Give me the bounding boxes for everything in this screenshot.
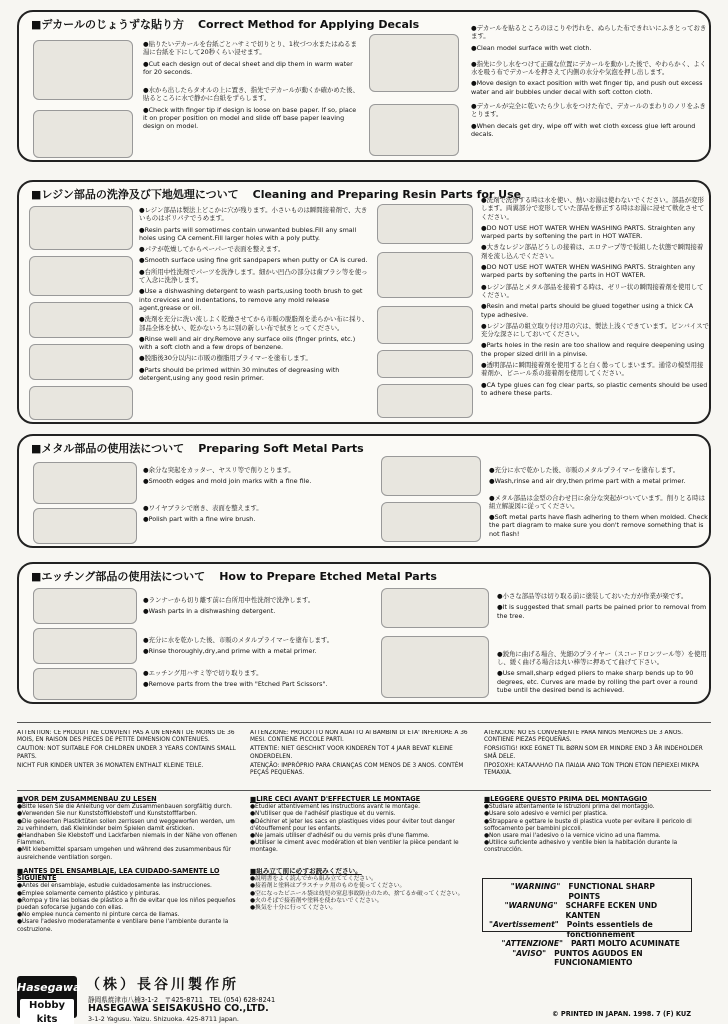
pinvise-drill-illustration [377,350,473,378]
warnings-col-1: ATTENTION: CE PRODUIT NE CONVIENT PAS A UN ENFANT DE MOINS DE 36 MOIS, EN RAISON DES PIECES DE PETITE DIMENSION CONTENUES. CAUTION: NOT SUITABLE FOR CHILDREN UNDER 3 YEARS CONTAINS SMALL PARTS. NICHT FUR KINDER UNTER 36 MONATEN ENTHALT KLEINE TEILE. [17,730,236,769]
section-resin [17,180,711,424]
etched-prime-illustration [33,628,137,664]
airbrush-primer-illustration [29,386,133,420]
readfirst-de: ■VOR DEM ZUSAMMENBAU ZU LESEN ●Bitte lesen Sie die Anleitung vor dem Zusammenbauen sorgfältig durch. ●Verwenden Sie nur Kunststoffklebstoff und Kunststofffarben. ●Die geleerten Plastiktüten sollen zerrissen und weggeworfen werden, um zu verhindern, daß Kleinkinder beim Spielen damit ersticken. ●Handhaben Sie Klebstoff und Lackfarben niemals in der Nähe von offenen Flammen. ●Mit klebemittel sparsam umgehen und während des zusammenbaus für ausreichende ventilation sorgen. [17,796,237,861]
divider [17,722,711,723]
metal-airbrush-illustration [381,456,481,496]
hasegawa-logo: Hasegawa Hobby kits [17,976,77,1018]
decal-cut-illustration [33,40,133,100]
company-address-jp: 静岡県焼津市八楠3-1-2 〒425-8711 TEL (054) 628-8241 [88,996,276,1004]
readfirst-it: ■LEGGERE QUESTO PRIMA DEL MONTAGGIO ●Studiare attentamente le istruzioni prima del montaggio. ●Usare solo adesivo e vernici per plastica. ●Strappare e gettare le buste di plastica vuote per evitare il pericolo di soffocamento per bambini piccoli. ●Non usare mai l'adesivo o la vernice vicino ad una fiamma. ●Utilice suficiente adhesivo y ventile bien la habitación durante la construcción. [484,796,692,854]
sandpaper-illustration [29,256,133,296]
company-address-en: 3-1-2 Yagusu. Yaizu. Shizuoka. 425-8711 Japan. [88,1015,239,1023]
file-metal-illustration [33,462,137,504]
warnings-col-2: ATTENZIONE: PRODOTTO NON ADATTO AI BAMBINI DI ETA' INFERIORE A 36 MESI. CONTIENE PICCOLE PARTI. ATTENTIE: NIET GESCHIKT VOOR KINDEREN TOT 4 JAAR BEVAT KLEINE ONDERDELEN. ATENÇÃO: IMPRÓPRIO PARA CRIANÇAS COM MENOS DE 3 ANOS. CONTÉM PEÇAS PEQUENAS. [250,730,468,777]
car-model-illustration [369,34,459,92]
metal-left-text: ●余分な突起をカッター、ヤスリ等で削りとります。 ●Smooth edges and mold join marks with a fine file. ●ワイヤブラシで磨き、表面を整えます。 ●Polish part with a fine wire brush. [143,466,312,523]
no-hot-water-illustration [377,204,473,244]
section-title: ■メタル部品の使用法について Preparing Soft Metal Parts [31,442,364,455]
sharp-row: "AVISO" PUNTOS AGUDOS EN FUNCIONAMIENTO [512,948,643,967]
readfirst-fr: ■LIRE CECI AVANT D'EFFECTUER LE MONTAGE ●Etudier attentivement les instructions avant le montage. ●N'utiliser que de l'adhésif plastique et du vernis. ●Déchirer et jeter les sacs en plastiques vides pour éviter tout danger d'étouffement pour les enfants. ●Ne jamais utiliser d'adhésif ou du vernis près d'une flamme. ●Utiliser le ciment avec modération et bien ventiler la pièce pendant le montage. [250,796,459,854]
section-metal [17,434,711,548]
decals-right-text: ●デカールを貼るところのほこりや汚れを、ぬらした布できれいにふきとっておきます。 ●Clean model surface with wet cloth. ●指先に少し水をつけて正確な位置にデカールを動かした後で、やわらかく、よく水を吸う布でデカールを押さえて内側の水分や気泡を押し出します。 ●Move design to exact position with wet finger tip, and push out excess water and air bubbles under decal with soft cotton cloth. ●デカールが完全に乾いたら少し水をつけた布で、デカールのまわりのノリをふきとります。 ●When decals get dry, wipe off with wet cloth excess glue left around decals. [471,24,707,138]
cloth-wipe-illustration [29,344,133,380]
wire-brush-illustration [33,508,137,544]
printed-in-japan: © PRINTED IN JAPAN. 1998. 7 (F) KUZ [552,1010,692,1018]
etched-fret-illustration [381,588,489,628]
metal-resin-glue-illustration [377,306,473,344]
decal-slide-illustration [33,110,133,158]
sharp-row: "ATTENZIONE" PARTI MOLTO ACUMINATE [501,939,680,948]
etched-left-text: ●ランナーから切り離す前に台所用中性洗剤で洗浄します。 ●Wash parts in a dishwashing detergent. ●充分に水を乾かした後、市販のメタルプライマーを塗布します。 ●Rinse thoroughly,dry,and prime with a metal primer. ●エッチング用ハサミ等で切り取ります。 ●Remove parts from the tree with "Etched Part Scissors". [143,596,334,689]
divider [17,790,711,791]
car-wipe-illustration [369,104,459,156]
section-title: ■デカールのじょうずな貼り方 Correct Method for Applying Decals [31,18,420,31]
readfirst-jp: ■組み立て前に必ずお読みください。 ●説明書をよく読んでから組み立ててください。 ●接着剤と塗料はプラスチック用のものを使ってください。 ●空になったビニール袋は幼児の窒息事故防止のため、捨てるか破ってください。 ●火のそばで接着剤や塗料を使わないでください。 ●換気を十分に行ってください。 [250,868,464,912]
taped-assembly-illustration [377,252,473,298]
sharp-row: "WARNING" FUNCTIONAL SHARP POINTS [510,882,655,901]
section-title: ■エッチング部品の使用法について How to Prepare Etched Metal Parts [31,570,437,583]
section-etched [17,562,711,704]
decals-left-text: ●貼りたいデカールを台紙ごとハサミで切りとり、1枚づつ水またはぬるま湯に台紙を下にして20秒くらい浸せます。 ●Cut each design out of decal sheet and dip them in warm water for 20 seconds. ●水から出したらタオルの上に置き、指先でデカールが動くか確かめた後、貼るところに水で静かに台紙をずらします。 ●Check with finger tip if design is loose on base paper. If so, place it on proper position on model and slide off base paper leaving design on model. [143,40,359,131]
metal-right-text: ●充分に水で乾かした後、市販のメタルプライマーを塗布します。 ●Wash,rinse and air dry,then prime part with a metal primer. ●メタル部品は金型の合わせ目に余分な突起がついています。削りとる時は組立解説図に従ってください。 ●Soft metal parts have flash adhering to them when molded. Check the part diagram to make sure you don't remove something that is not flash! [489,466,708,538]
sharp-points-warning-box [482,878,692,967]
metal-flash-illustration [381,502,481,542]
etched-scissors-illustration [33,668,137,700]
etched-right-text: ●小さな部品等は切り取る前に塗装しておいた方が作業が楽です。 ●It is suggested that small parts be pained prior to removal from the tree. ●鋭角に曲げる場合、先細のプライヤー（スコードロンツール等）を使用し、緩く曲げる場合は丸い棒等に押あてて曲げて下さい。 ●Use small,sharp edged pliers to make sharp bends up to 90 degrees, etc. Curves are made by rolling the part over a round tube until the desired bend is achieved. [497,592,707,695]
company-name-jp: （株）長谷川製作所 [86,977,239,993]
resin-left-text: ●レジン部品は製法上どこかに穴が残ります。小さいものは瞬間接着剤で、大きいものはポリパテでうめます。 ●Resin parts will sometimes contain unwanted bubles.Fill any small holes using CA cement.Fill larger holes with a poly putty. ●パテが乾燥してからペーパーで表面を整えます。 ●Smooth surface using fine grit sandpapers when putty or CA is cured. ●台所用中性洗剤でパーツを洗浄します。細かい凹凸の部分は歯ブラシ等を使って入念に洗浄します。 ●Use a dishwashing detergent to wash parts,using tooth brush to get into crevices and indentations, to remove any mold release agent,grease or oil. ●洗剤を充分に洗い流しよく乾燥させてから市販の脱脂剤を柔らかい布に採り、部品全体を拭い、乾かないうちに別の新しい布で拭きとってください。 ●Rinse well and air dry.Remove any surface oils (finger prints, etc.) with a soft cloth and a few drops of benzene. ●脱脂後30分以内に市販の樹脂用プライマーを塗布します。 ●Parts should be primed within 30 minutes of degreasing with detergent,using any good resin primer. [139,206,369,383]
warnings-col-3: ATENCION: NO ES CONVENIENTE PARA NIÑOS MENORES DE 3 AÑOS. CONTIENE PIEZAS PEQUEÑAS. FORSIGTIG! IKKE EGNET TIL BØRN SOM ER MINDRE END 3 ÅR INDEHOLDER SMÅ DELE. ΠΡΟΣΟΧΗ: ΚΑΤΑΛΛΗΛΟ ΓΙΑ ΠΑΙΔΙΑ ΑΝΩ ΤΩΝ ΤΡΙΩΝ ΕΤΩΝ ΠΕΡΙΕΧΕΙ ΜΙΚΡΑ ΤΕΜΑΧΙΑ. [484,730,703,777]
resin-right-text: ●洗剤で洗浄する時は水を使い、熱いお湯は使わないでください。部品が変形します。両翼部分で変形していた部品を修正する時はお湯に浸せて軟化させてください。 ●DO NOT USE HOT WATER WHEN WASHING PARTS. Straighten any warped parts by softening the part in HOT WATER. ●大きなレジン部品どうしの接着は、エロテープ等で仮組した状態で瞬間接着剤を流し込んでください。 ●DO NOT USE HOT WATER WHEN WASHING PARTS. Straighten any warped parts by softening the parts in HOT WATER. ●レジン部品とメタル部品を接着する時は、ゼリー状の瞬間接着剤を使用してください。 ●Resin and metal parts should be glued together using a thick CA type adhesive. ●レジン部品の組立取り付け用の穴は、製法上浅くできています。ピンバイスで充分な深さにしておいてください。 ●Parts holes in the resin are too shallow and require deepening using the proper sized drill in a pinvise. ●透明部品に瞬間接着剤を使用すると白く曇ってしまいます。通常の模型用接着剤か、ビニール系の接着剤を使用してください。 ●CA type glues can fog clear parts, so plastic cements should be used to adhere these parts. [481,196,709,397]
readfirst-es: ■ANTES DEL ENSAMBLAJE, LEA CUIDADO-SAMENTE LO SIGUIENTE ●Antes del ensamblaje, estudie cuidadosamente las instrucciones. ●Emplee solamente cemento plástico y pinturas. ●Rompa y tire las bolsas de plástico a fin de evitar que los niños pequeños puedan sofocarse jugando con ellas. ●No emplee nunca cemento ni pinture cerca de llamas. ●Usare l'adesivo moderatamente e ventilare bene l'ambiente durante la costruzione. [17,868,236,933]
resin-bubbles-illustration [29,206,133,250]
section-title: ■レジン部品の洗浄及び下地処理について Cleaning and Preparing Resin Parts for Use [31,188,522,201]
section-decals [17,10,711,162]
company-name-en: HASEGAWA SEISAKUSHO CO.,LTD. [88,1003,269,1014]
clear-parts-illustration [377,384,473,418]
etched-bend-illustration [381,636,489,698]
sharp-row: "Avertissement" Points essentiels de fonctionnement [489,920,653,939]
etched-wash-illustration [33,588,137,624]
toothbrush-illustration [29,302,133,338]
sharp-row: "WARNUNG" SCHARFE ECKEN UND KANTEN [504,901,658,920]
